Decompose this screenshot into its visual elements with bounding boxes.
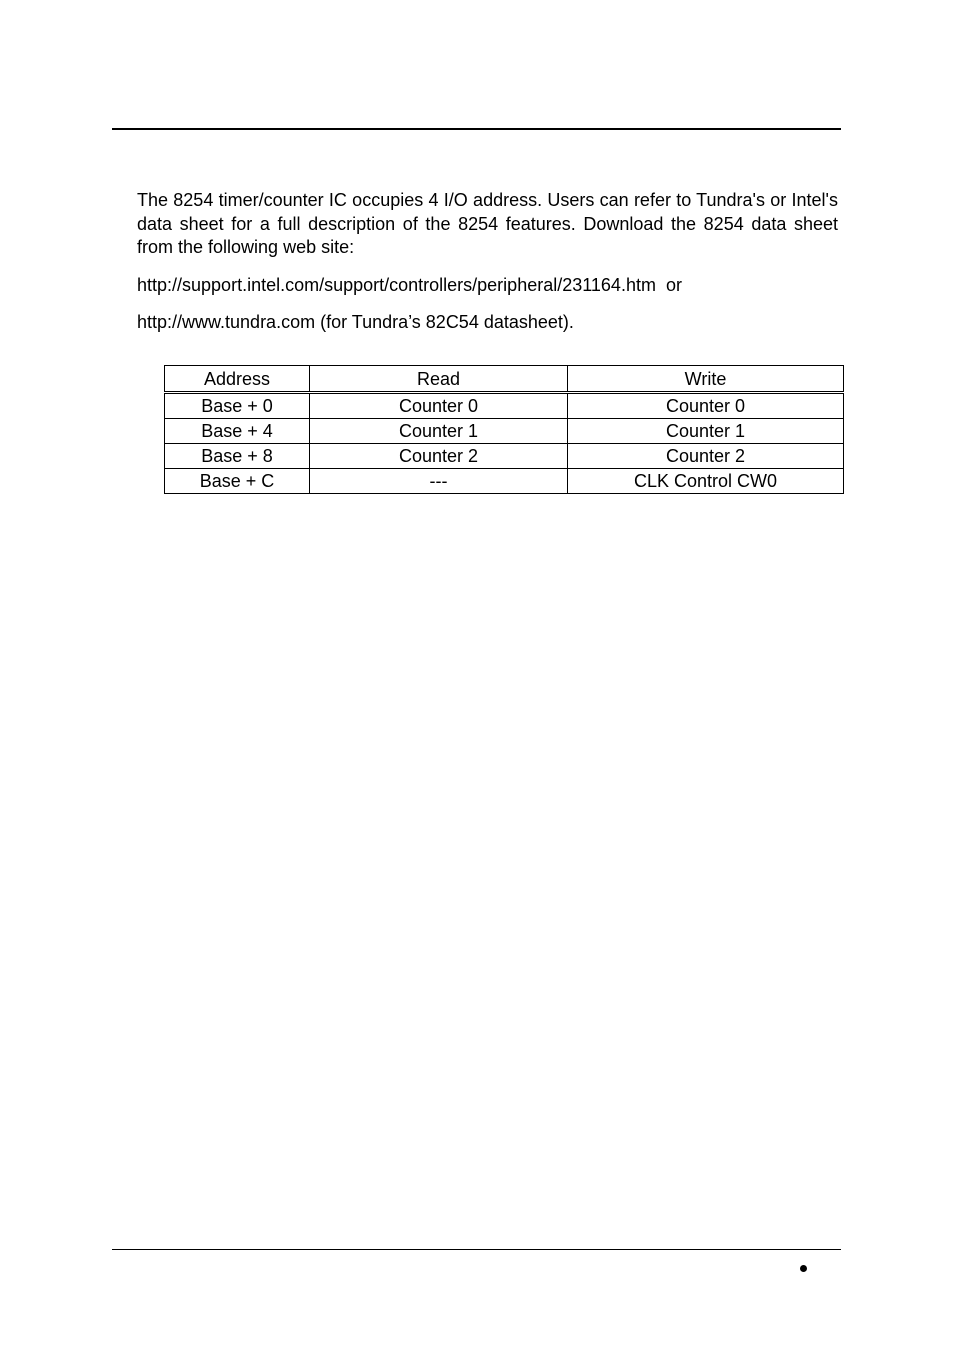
cell-read: Counter 1: [310, 419, 568, 444]
cell-address: Base + 0: [165, 393, 310, 419]
cell-write: Counter 0: [568, 393, 844, 419]
table-row: [165, 444, 844, 469]
table-row: [165, 419, 844, 444]
cell-read: Counter 2: [310, 444, 568, 469]
cell-read: ---: [310, 469, 568, 494]
header-address: Address: [165, 366, 310, 393]
cell-write: Counter 2: [568, 444, 844, 469]
cell-address: Base + C: [165, 469, 310, 494]
intel-datasheet-link-line: http://support.intel.com/support/controllers/peripheral/231164.htm or: [137, 275, 682, 295]
table-row: [165, 393, 844, 419]
cell-address: Base + 4: [165, 419, 310, 444]
header-write: Write: [568, 366, 844, 393]
intro-paragraph: The 8254 timer/counter IC occupies 4 I/O address. Users can refer to Tundra's or Intel's data sheet for a full description of the 8254 features. Download the 8254 data sheet from the following web site:: [137, 190, 838, 257]
header-rule: [112, 128, 841, 130]
footer-rule: [112, 1249, 841, 1250]
table-header-row: [165, 366, 844, 393]
cell-write: Counter 1: [568, 419, 844, 444]
io-address-table: [164, 365, 844, 494]
cell-write: CLK Control CW0: [568, 469, 844, 494]
cell-read: Counter 0: [310, 393, 568, 419]
tundra-datasheet-link-line: http://www.tundra.com (for Tundra’s 82C54 datasheet).: [137, 312, 574, 332]
table-row: [165, 469, 844, 494]
header-read: Read: [310, 366, 568, 393]
cell-address: Base + 8: [165, 444, 310, 469]
bullet-icon: [800, 1265, 807, 1272]
